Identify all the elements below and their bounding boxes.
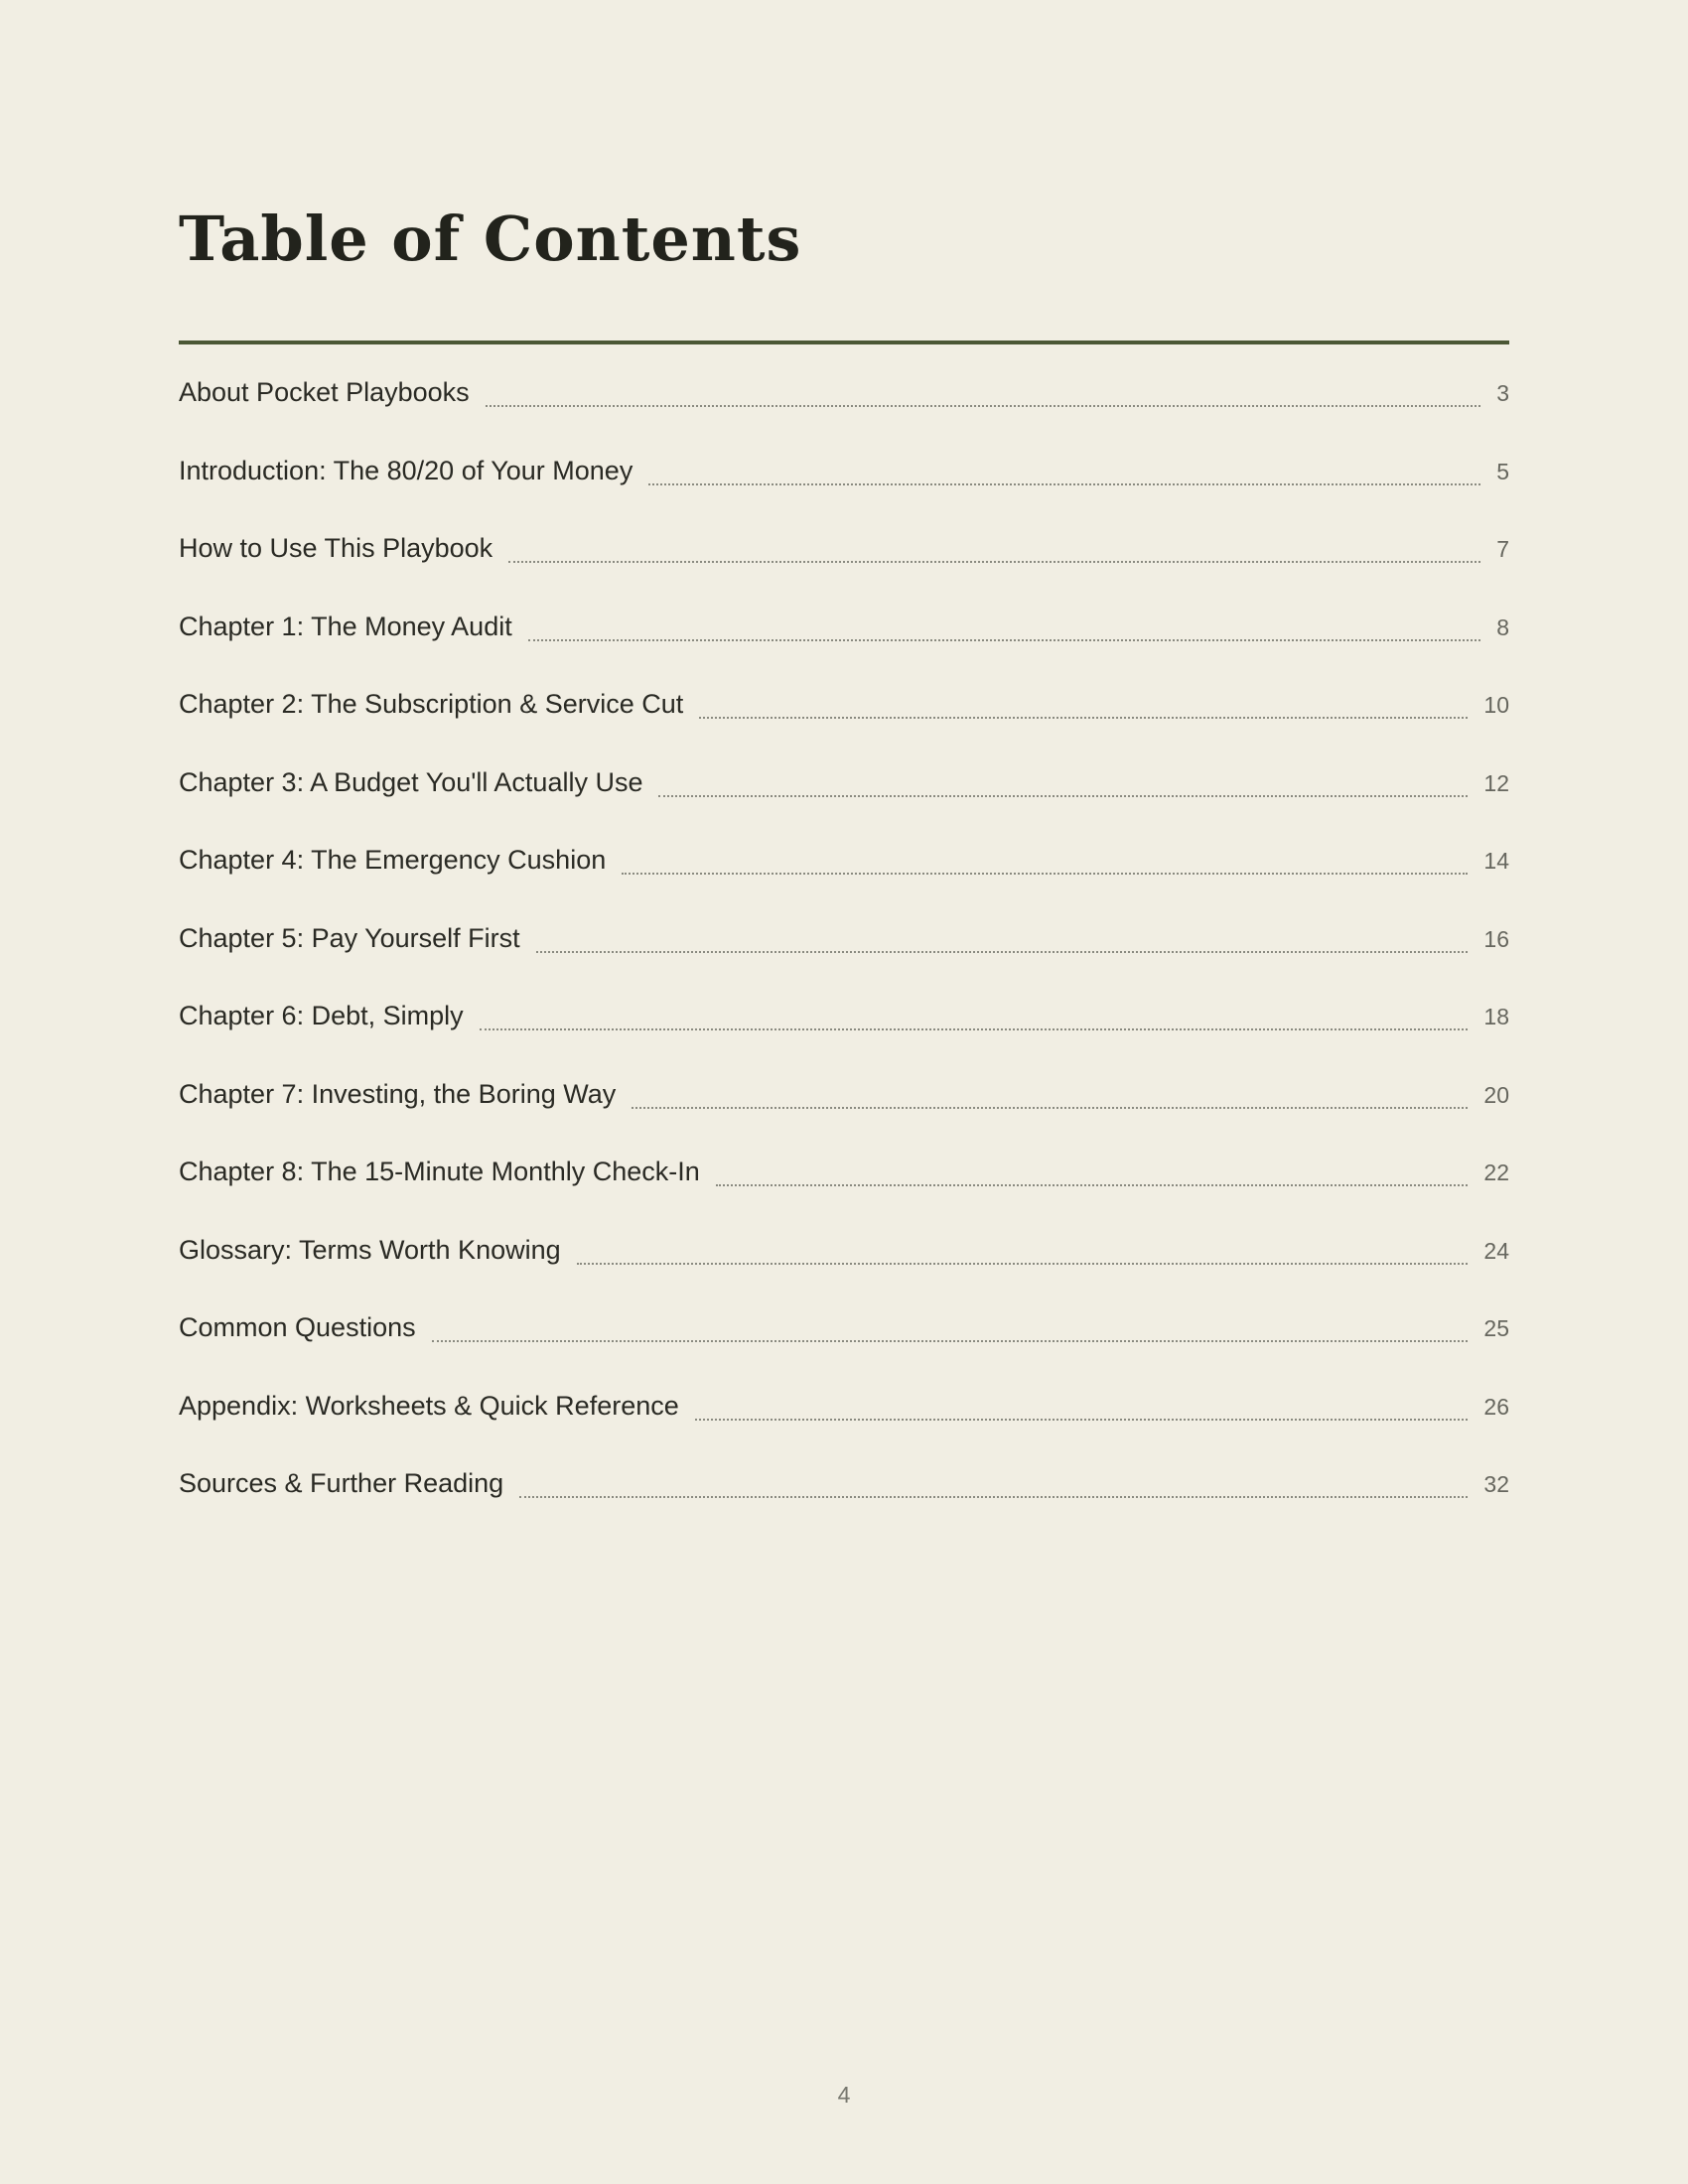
dot-leader <box>528 639 1480 641</box>
toc-entry-title: Common Questions <box>179 1312 416 1342</box>
dot-leader <box>508 561 1480 563</box>
dot-leader <box>432 1340 1469 1342</box>
toc-entry-page: 25 <box>1483 1315 1509 1341</box>
toc-entry-title: Appendix: Worksheets & Quick Reference <box>179 1390 679 1421</box>
dot-leader <box>577 1263 1469 1265</box>
dot-leader <box>648 483 1480 485</box>
toc-entry[interactable] <box>179 689 1509 767</box>
toc-entry-page: 5 <box>1496 458 1509 484</box>
toc-entry[interactable] <box>179 1157 1509 1235</box>
toc-entry-title: Chapter 1: The Money Audit <box>179 611 512 641</box>
title-divider <box>179 341 1509 344</box>
toc-entry-title: Chapter 8: The 15-Minute Monthly Check-In <box>179 1157 700 1186</box>
page-title: Table of Contents <box>179 203 802 275</box>
toc-entry-title: Chapter 7: Investing, the Boring Way <box>179 1078 617 1109</box>
toc-entry-title: Chapter 2: The Subscription & Service Cut <box>179 689 684 719</box>
toc-entry[interactable] <box>179 1235 1509 1313</box>
toc-entry-title: Chapter 4: The Emergency Cushion <box>179 845 607 875</box>
toc-entry-page: 20 <box>1483 1081 1509 1108</box>
toc-entry-title: Glossary: Terms Worth Knowing <box>179 1234 561 1265</box>
dot-leader <box>536 951 1469 953</box>
toc-entry-page: 26 <box>1483 1393 1509 1420</box>
toc-entry[interactable] <box>179 845 1509 923</box>
dot-leader <box>622 873 1468 875</box>
toc-entry-page: 16 <box>1483 925 1509 952</box>
toc-list <box>179 377 1509 1547</box>
dot-leader <box>632 1107 1468 1109</box>
toc-entry[interactable] <box>179 1391 1509 1469</box>
dot-leader <box>519 1496 1468 1498</box>
toc-entry[interactable] <box>179 767 1509 846</box>
toc-entry[interactable] <box>179 1468 1509 1547</box>
toc-entry[interactable] <box>179 1079 1509 1158</box>
page-number: 4 <box>837 2082 851 2108</box>
dot-leader <box>480 1028 1469 1030</box>
toc-entry[interactable] <box>179 923 1509 1002</box>
toc-entry-page: 24 <box>1483 1237 1509 1264</box>
toc-entry[interactable] <box>179 612 1509 690</box>
toc-entry-title: Chapter 5: Pay Yourself First <box>179 922 520 953</box>
dot-leader <box>658 795 1468 797</box>
toc-entry-title: Chapter 3: A Budget You'll Actually Use <box>179 766 643 797</box>
toc-entry-title: About Pocket Playbooks <box>179 377 470 407</box>
toc-entry-title: How to Use This Playbook <box>179 533 493 563</box>
toc-entry-title: Sources & Further Reading <box>179 1468 504 1498</box>
dot-leader <box>486 405 1481 407</box>
toc-entry-title: Introduction: The 80/20 of Your Money <box>179 455 633 485</box>
toc-entry-page: 8 <box>1496 614 1509 640</box>
toc-entry[interactable] <box>179 377 1509 456</box>
toc-entry-page: 14 <box>1483 848 1509 874</box>
toc-entry[interactable] <box>179 533 1509 612</box>
toc-entry-page: 3 <box>1496 380 1509 406</box>
toc-entry-page: 10 <box>1483 692 1509 718</box>
dot-leader <box>716 1184 1469 1186</box>
toc-entry-title: Chapter 6: Debt, Simply <box>179 1001 464 1030</box>
dot-leader <box>699 717 1468 719</box>
toc-entry-page: 32 <box>1483 1471 1509 1497</box>
toc-entry-page: 7 <box>1496 536 1509 562</box>
toc-entry[interactable] <box>179 456 1509 534</box>
toc-entry-page: 18 <box>1483 1004 1509 1029</box>
dot-leader <box>695 1419 1469 1421</box>
toc-entry[interactable] <box>179 1312 1509 1391</box>
toc-entry-page: 12 <box>1483 769 1509 796</box>
toc-entry[interactable] <box>179 1001 1509 1079</box>
toc-entry-page: 22 <box>1483 1160 1509 1185</box>
